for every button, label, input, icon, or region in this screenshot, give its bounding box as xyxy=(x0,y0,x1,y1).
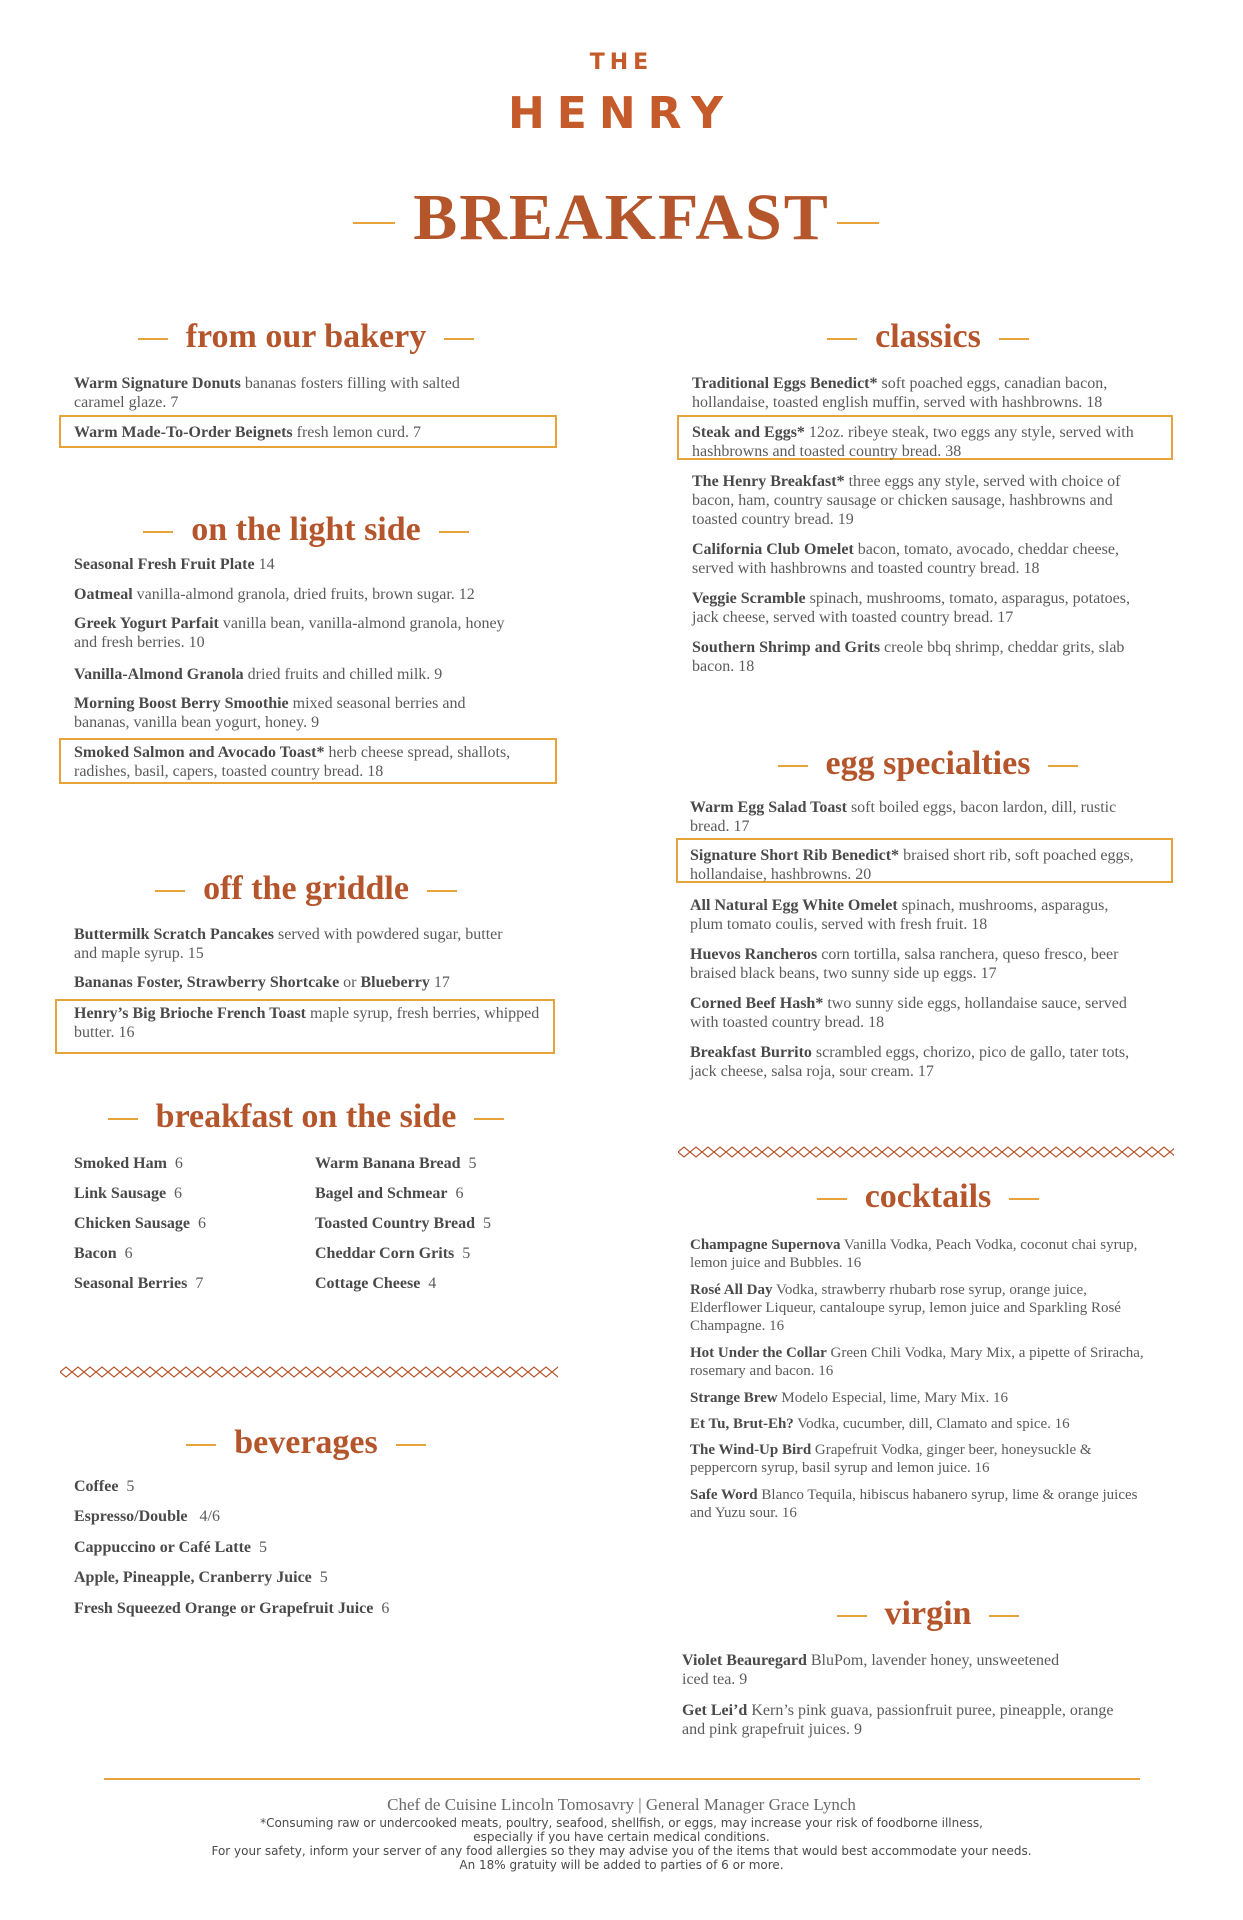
zigzag-divider xyxy=(60,1366,558,1378)
menu-item: Signature Short Rib Benedict* braised short rib, soft poached eggs, hollandaise, hashbrowns. 20 xyxy=(690,847,1134,883)
title-dash-right xyxy=(837,222,879,224)
side-item: Warm Banana Bread 5 xyxy=(315,1155,477,1172)
menu-item: Hot Under the Collar Green Chili Vodka, Mary Mix, a pipette of Sriracha, rosemary and bacon. 16 xyxy=(690,1345,1144,1379)
side-item: Bacon 6 xyxy=(74,1245,133,1262)
beverage-item: Cappuccino or Café Latte 5 xyxy=(74,1539,268,1556)
brand-henry: HENRY xyxy=(507,88,736,139)
side-item: Cheddar Corn Grits 5 xyxy=(315,1245,471,1262)
side-item: Toasted Country Bread 5 xyxy=(315,1215,492,1232)
footer-note: *Consuming raw or undercooked meats, poultry, seafood, shellfish, or eggs, may increase your risk of foodborne illness, xyxy=(260,1816,983,1830)
section-heading-eggs: egg specialties xyxy=(678,745,1178,783)
footer-staff: Chef de Cuisine Lincoln Tomosavry | General Manager Grace Lynch xyxy=(387,1795,856,1814)
section-heading-griddle: off the griddle xyxy=(56,870,556,908)
menu-item: Rosé All Day Vodka, strawberry rhubarb rose syrup, orange juice, Elderflower Liqueur, cantaloupe syrup, lemon juice and Sparkling Rosé Champagne. 16 xyxy=(690,1282,1121,1334)
menu-item: Smoked Salmon and Avocado Toast* herb cheese spread, shallots, radishes, basil, capers, toasted country bread. 18 xyxy=(74,744,511,780)
menu-item: All Natural Egg White Omelet spinach, mushrooms, asparagus, plum tomato coulis, served with fresh fruit. 18 xyxy=(690,897,1109,933)
beverage-item: Espresso/Double 4/6 xyxy=(74,1508,220,1525)
menu-item: Vanilla-Almond Granola dried fruits and chilled milk. 9 xyxy=(74,666,443,683)
menu-item: Veggie Scramble spinach, mushrooms, tomato, asparagus, potatoes, jack cheese, served with toasted country bread. 17 xyxy=(692,590,1130,626)
side-item: Cottage Cheese 4 xyxy=(315,1275,437,1292)
menu-item: Henry’s Big Brioche French Toast maple syrup, fresh berries, whipped butter. 16 xyxy=(74,1005,540,1041)
footer-divider xyxy=(104,1778,1140,1780)
menu-item: Et Tu, Brut-Eh? Vodka, cucumber, dill, Clamato and spice. 16 xyxy=(690,1416,1070,1432)
menu-item: Oatmeal vanilla-almond granola, dried fruits, brown sugar. 12 xyxy=(74,586,475,603)
menu-item: Buttermilk Scratch Pancakes served with powdered sugar, butter and maple syrup. 15 xyxy=(74,926,503,962)
menu-item: Strange Brew Modelo Especial, lime, Mary Mix. 16 xyxy=(690,1390,1009,1406)
side-item: Bagel and Schmear 6 xyxy=(315,1185,464,1202)
menu-item: Champagne Supernova Vanilla Vodka, Peach Vodka, coconut chai syrup, lemon juice and Bubbles. 16 xyxy=(690,1237,1138,1271)
menu-item: California Club Omelet bacon, tomato, avocado, cheddar cheese, served with hashbrowns and toasted country bread. 18 xyxy=(692,541,1119,577)
side-item: Chicken Sausage 6 xyxy=(74,1215,207,1232)
beverage-item: Fresh Squeezed Orange or Grapefruit Juice 6 xyxy=(74,1600,390,1617)
menu-item: The Wind-Up Bird Grapefruit Vodka, ginger beer, honeysuckle & peppercorn syrup, basil syrup and lemon juice. 16 xyxy=(690,1442,1092,1476)
menu-item: Traditional Eggs Benedict* soft poached eggs, canadian bacon, hollandaise, toasted english muffin, served with hashbrowns. 18 xyxy=(692,375,1108,411)
footer-note: An 18% gratuity will be added to parties of 6 or more. xyxy=(459,1858,784,1872)
side-item: Seasonal Berries 7 xyxy=(74,1275,204,1292)
menu-item: Get Lei’d Kern’s pink guava, passionfruit puree, pineapple, orange and pink grapefruit juices. 9 xyxy=(682,1702,1114,1738)
menu-item: Bananas Foster, Strawberry Shortcake or Blueberry 17 xyxy=(74,974,450,991)
section-heading-bakery: from our bakery xyxy=(56,318,556,356)
section-heading-side: breakfast on the side xyxy=(56,1098,556,1136)
menu-item: Greek Yogurt Parfait vanilla bean, vanilla-almond granola, honey and fresh berries. 10 xyxy=(74,615,505,651)
menu-item: Morning Boost Berry Smoothie mixed seasonal berries and bananas, vanilla bean yogurt, honey. 9 xyxy=(74,695,466,731)
menu-item: Southern Shrimp and Grits creole bbq shrimp, cheddar grits, slab bacon. 18 xyxy=(692,639,1125,675)
menu-item: Breakfast Burrito scrambled eggs, chorizo, pico de gallo, tater tots, jack cheese, salsa roja, sour cream. 17 xyxy=(690,1044,1130,1080)
section-heading-cocktails: cocktails xyxy=(678,1178,1178,1216)
side-item: Smoked Ham 6 xyxy=(74,1155,183,1172)
menu-item: The Henry Breakfast* three eggs any style, served with choice of bacon, ham, country sausage or chicken sausage, hashbrowns and toasted country bread. 19 xyxy=(692,473,1121,528)
section-heading-virgin: virgin xyxy=(678,1595,1178,1633)
beverage-item: Apple, Pineapple, Cranberry Juice 5 xyxy=(74,1569,328,1586)
brand-the: THE xyxy=(589,50,654,75)
beverage-item: Coffee 5 xyxy=(74,1478,135,1495)
section-heading-classics: classics xyxy=(678,318,1178,356)
menu-item: Warm Egg Salad Toast soft boiled eggs, bacon lardon, dill, rustic bread. 17 xyxy=(690,799,1117,835)
footer-note: especially if you have certain medical conditions. xyxy=(473,1830,770,1844)
menu-item: Safe Word Blanco Tequila, hibiscus habanero syrup, lime & orange juices and Yuzu sour. 16 xyxy=(690,1487,1138,1521)
page-title: BREAKFAST xyxy=(413,181,830,254)
menu-item: Warm Signature Donuts bananas fosters filling with salted caramel glaze. 7 xyxy=(74,375,460,411)
menu-item: Corned Beef Hash* two sunny side eggs, hollandaise sauce, served with toasted country bread. 18 xyxy=(690,995,1127,1031)
menu-item: Huevos Rancheros corn tortilla, salsa ranchera, queso fresco, beer braised black beans, two sunny side up eggs. 17 xyxy=(690,946,1119,982)
section-heading-light: on the light side xyxy=(56,511,556,549)
menu-item: Warm Made-To-Order Beignets fresh lemon curd. 7 xyxy=(74,424,422,441)
section-heading-beverages: beverages xyxy=(56,1424,556,1462)
zigzag-divider xyxy=(678,1146,1174,1158)
side-item: Link Sausage 6 xyxy=(74,1185,183,1202)
footer-note: For your safety, inform your server of any food allergies so they may advise you of the items that would best accommodate your needs. xyxy=(211,1844,1032,1858)
menu-item: Steak and Eggs* 12oz. ribeye steak, two eggs any style, served with hashbrowns and toasted country bread. 38 xyxy=(692,424,1134,460)
menu-item: Violet Beauregard BluPom, lavender honey, unsweetened iced tea. 9 xyxy=(682,1652,1060,1688)
menu-item: Seasonal Fresh Fruit Plate 14 xyxy=(74,556,275,573)
